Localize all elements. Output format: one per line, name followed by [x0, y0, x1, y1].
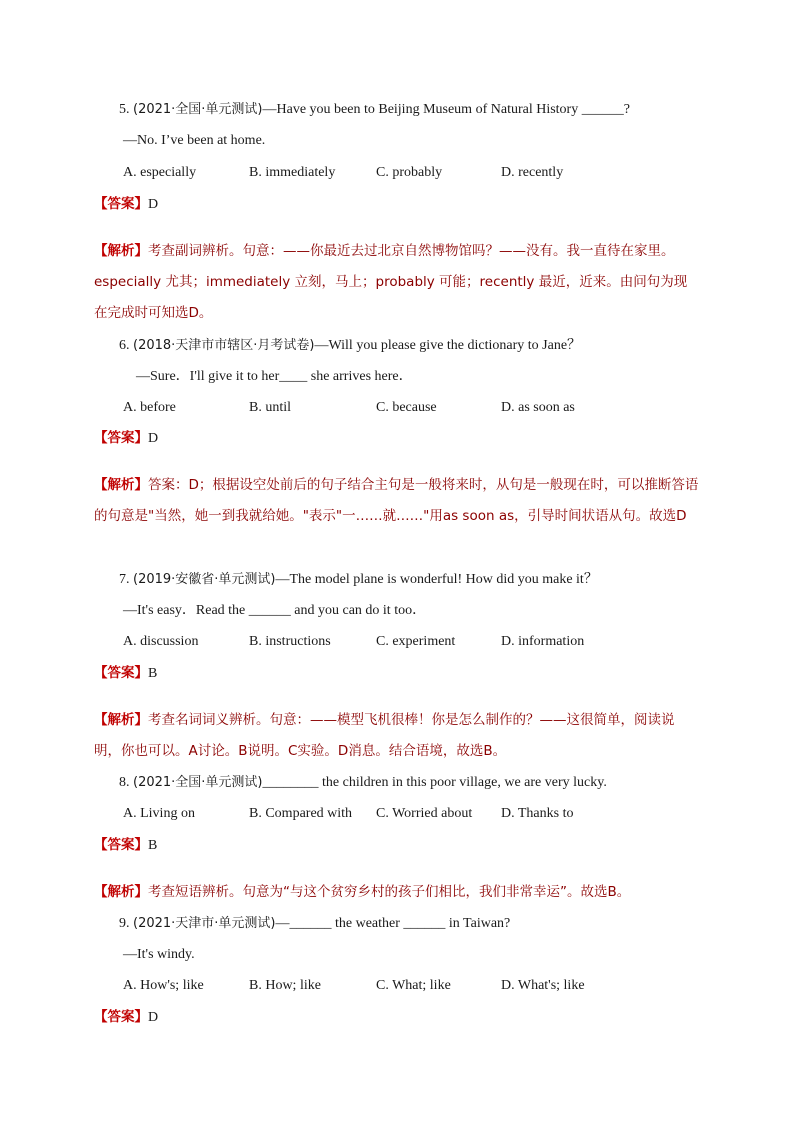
explanation-tag: 【解析】: [94, 884, 148, 900]
question-9-answer: [94, 1008, 158, 1027]
question-8-stem: [119, 774, 607, 792]
option-a: A. especially: [123, 165, 197, 180]
question-8-answer: [94, 836, 157, 855]
question-source: (2021·天津市·单元测试): [133, 916, 276, 931]
question-number: 7.: [119, 572, 130, 587]
question-text: —______ the weather ______ in Taiwan?: [275, 916, 511, 931]
question-text: —Will you please give the dictionary to Jane？: [314, 338, 582, 353]
question-text: ________ the children in this poor village, we are very lucky.: [262, 775, 607, 790]
answer-value: D: [148, 431, 159, 446]
answer-tag: 【答案】: [94, 1009, 148, 1025]
option-a: A. Living on: [123, 806, 195, 821]
answer-value: D: [148, 1010, 159, 1025]
question-7-reply: —It's easy．Read the ______ and you can do it too．: [123, 603, 427, 618]
option-b: B. Compared with: [249, 806, 353, 821]
option-a: A. before: [123, 400, 176, 415]
explanation-text: 答案：D；根据设空处前后的句子结合主句是一般将来时，从句是一般现在时，可以推断答语的句意是"当然，她一到我就给她。"表示"一……就……"用as soon as，引导时间状语从句。故选D: [94, 477, 699, 524]
option-c: C. because: [376, 400, 437, 415]
question-9-reply: —It's windy.: [123, 947, 195, 962]
question-source: (2019·安徽省·单元测试): [133, 572, 276, 587]
question-number: 8.: [119, 775, 130, 790]
option-d: D. as soon as: [501, 400, 575, 415]
question-6-explanation: [94, 470, 700, 532]
answer-tag: 【答案】: [94, 430, 148, 446]
question-7-answer: [94, 664, 157, 683]
answer-tag: 【答案】: [94, 837, 148, 853]
explanation-text: 考查短语辨析。句意为“与这个贫穷乡村的孩子们相比，我们非常幸运”。故选B。: [148, 884, 631, 900]
answer-value: B: [148, 838, 158, 853]
option-b: B. immediately: [249, 165, 336, 180]
option-b: B. until: [249, 400, 292, 415]
question-6-answer: [94, 429, 158, 448]
option-a: A. How's; like: [123, 978, 204, 993]
explanation-text: 考查副词辨析。句意：——你最近去过北京自然博物馆吗？——没有。我一直待在家里。especially 尤其；immediately 立刻，马上；probably 可能；recently 最近，近来。由问句为现在完成时可知选D。: [94, 243, 688, 321]
question-text: —The model plane is wonderful! How did you make it？: [275, 572, 598, 587]
option-d: D. Thanks to: [501, 806, 574, 821]
question-6-reply: —Sure．I'll give it to her____ she arrives here．: [136, 369, 413, 384]
option-d: D. What's; like: [501, 978, 585, 993]
answer-value: B: [148, 666, 158, 681]
option-c: C. probably: [376, 165, 443, 180]
answer-value: D: [148, 197, 159, 212]
option-c: C. experiment: [376, 634, 456, 649]
question-text: —Have you been to Beijing Museum of Natural History ______?: [262, 102, 630, 117]
question-source: (2021·全国·单元测试): [133, 775, 263, 790]
explanation-tag: 【解析】: [94, 712, 148, 728]
answer-tag: 【答案】: [94, 665, 148, 681]
question-5-reply: —No. I’ve been at home.: [123, 133, 266, 148]
option-a: A. discussion: [123, 634, 199, 649]
option-c: C. What; like: [376, 978, 451, 993]
question-5-explanation: [94, 236, 700, 329]
question-number: 6.: [119, 338, 130, 353]
explanation-tag: 【解析】: [94, 243, 148, 259]
explanation-text: 考查名词词义辨析。句意：——模型飞机很棒！你是怎么制作的？——这很简单，阅读说明，你也可以。A讨论。B说明。C实验。D消息。结合语境，故选B。: [94, 712, 675, 759]
question-5-answer: [94, 195, 158, 214]
question-7-stem: [119, 571, 598, 589]
question-9-stem: [119, 915, 510, 933]
answer-tag: 【答案】: [94, 196, 148, 212]
option-b: B. instructions: [249, 634, 331, 649]
question-number: 5.: [119, 102, 130, 117]
question-source: (2021·全国·单元测试): [133, 102, 263, 117]
option-d: D. recently: [501, 165, 564, 180]
explanation-tag: 【解析】: [94, 477, 148, 493]
question-source: (2018·天津市市辖区·月考试卷): [133, 338, 315, 353]
question-6-stem: [119, 337, 581, 355]
question-7-explanation: [94, 705, 700, 767]
question-5-stem: [119, 101, 630, 119]
option-c: C. Worried about: [376, 806, 473, 821]
question-8-explanation: [94, 877, 700, 908]
option-d: D. information: [501, 634, 585, 649]
question-number: 9.: [119, 916, 130, 931]
option-b: B. How; like: [249, 978, 321, 993]
